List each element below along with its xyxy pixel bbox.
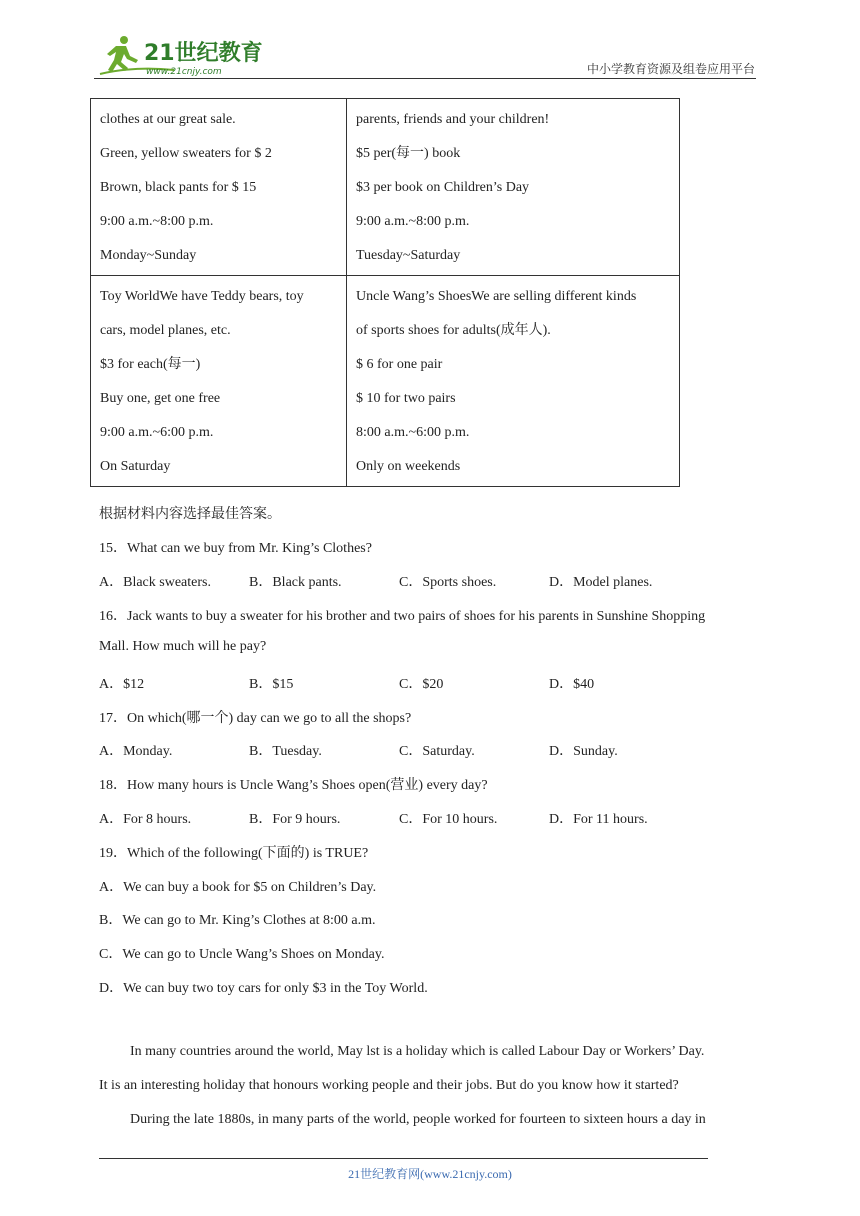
platform-name: 中小学教育资源及组卷应用平台 xyxy=(586,62,755,76)
instruction: 根据材料内容选择最佳答案。 xyxy=(99,507,281,522)
cell-line: 9:00 a.m.~6:00 p.m. xyxy=(100,425,214,440)
svg-text:21世纪教育: 21世纪教育 xyxy=(144,41,263,66)
question-15: 15．What can we buy from Mr. King’s Clothes? xyxy=(99,541,372,556)
cell-line: clothes at our great sale. xyxy=(100,112,236,127)
passage-line: It is an interesting holiday that honours working people and their jobs. But do you know how it started? xyxy=(99,1078,679,1093)
table-row xyxy=(91,99,680,276)
svg-text:www.21cnjy.com: www.21cnjy.com xyxy=(146,67,222,77)
option-18-b: B．For 9 hours. xyxy=(249,812,341,827)
table-cell-clothes xyxy=(91,99,347,276)
cell-line: $3 per book on Children’s Day xyxy=(356,180,530,195)
cell-line: 9:00 a.m.~8:00 p.m. xyxy=(100,214,214,229)
option-16-d: D．$40 xyxy=(549,677,595,692)
table-cell-shoes xyxy=(347,276,680,487)
cell-line: $3 for each(每一) xyxy=(100,357,201,372)
option-19-d: D．We can buy two toy cars for only $3 in the Toy World. xyxy=(99,981,428,996)
header-divider xyxy=(94,78,756,79)
table-cell-toy-world xyxy=(91,276,347,487)
option-19-b: B．We can go to Mr. King’s Clothes at 8:00 a.m. xyxy=(99,913,376,928)
option-15-b: B．Black pants. xyxy=(249,575,342,590)
question-17: 17．On which(哪一个) day can we go to all the shops? xyxy=(99,711,412,726)
cell-line: Brown, black pants for $ 15 xyxy=(100,180,257,195)
ads-table xyxy=(90,98,680,487)
cell-line: $ 10 for two pairs xyxy=(356,391,456,406)
option-18-c: C．For 10 hours. xyxy=(399,812,498,827)
cell-line: Green, yellow sweaters for $ 2 xyxy=(100,146,272,161)
cell-line: parents, friends and your children! xyxy=(356,112,550,127)
question-18: 18．How many hours is Uncle Wang’s Shoes open(营业) every day? xyxy=(99,778,488,793)
option-19-c: C．We can go to Uncle Wang’s Shoes on Monday. xyxy=(99,947,385,962)
cell-line: Only on weekends xyxy=(356,459,461,474)
option-16-c: C．$20 xyxy=(399,677,444,692)
option-15-c: C．Sports shoes. xyxy=(399,575,497,590)
question-16-cont: Mall. How much will he pay? xyxy=(99,639,267,654)
passage-line: In many countries around the world, May lst is a holiday which is called Labour Day or Workers’ Day. xyxy=(130,1044,705,1059)
cell-line: On Saturday xyxy=(100,459,171,474)
option-17-a: A．Monday. xyxy=(99,744,173,759)
footer-text: 21世纪教育网(www.21cnjy.com) xyxy=(348,1167,512,1181)
cell-line: cars, model planes, etc. xyxy=(100,323,231,338)
cell-line: Buy one, get one free xyxy=(100,391,221,406)
option-18-a: A．For 8 hours. xyxy=(99,812,192,827)
question-16: 16．Jack wants to buy a sweater for his brother and two pairs of shoes for his parents in Sunshine Shopping xyxy=(99,609,706,624)
option-16-a: A．$12 xyxy=(99,677,145,692)
page-header xyxy=(0,0,860,90)
passage-line: During the late 1880s, in many parts of the world, people worked for fourteen to sixteen hours a day in xyxy=(130,1112,706,1127)
cell-line: Uncle Wang’s ShoesWe are selling different kinds xyxy=(356,289,637,304)
cell-line: of sports shoes for adults(成年人). xyxy=(356,323,551,338)
cell-line: Toy WorldWe have Teddy bears, toy xyxy=(100,289,304,304)
cell-line: 8:00 a.m.~6:00 p.m. xyxy=(356,425,470,440)
cell-line: $ 6 for one pair xyxy=(356,357,443,372)
option-16-b: B．$15 xyxy=(249,677,294,692)
option-19-a: A．We can buy a book for $5 on Children’s Day. xyxy=(99,880,377,895)
cell-line: 9:00 a.m.~8:00 p.m. xyxy=(356,214,470,229)
footer-divider xyxy=(99,1158,708,1159)
table-cell-books xyxy=(347,99,680,276)
option-17-d: D．Sunday. xyxy=(549,744,618,759)
cell-line: $5 per(每一) book xyxy=(356,146,461,161)
option-15-d: D．Model planes. xyxy=(549,575,653,590)
option-17-b: B．Tuesday. xyxy=(249,744,322,759)
table-row xyxy=(91,276,680,487)
option-15-a: A．Black sweaters. xyxy=(99,575,211,590)
cell-line: Monday~Sunday xyxy=(100,248,197,263)
logo-21cnjy xyxy=(94,34,264,78)
question-19: 19．Which of the following(下面的) is TRUE? xyxy=(99,846,369,861)
option-17-c: C．Saturday. xyxy=(399,744,475,759)
option-18-d: D．For 11 hours. xyxy=(549,812,648,827)
cell-line: Tuesday~Saturday xyxy=(356,248,461,263)
